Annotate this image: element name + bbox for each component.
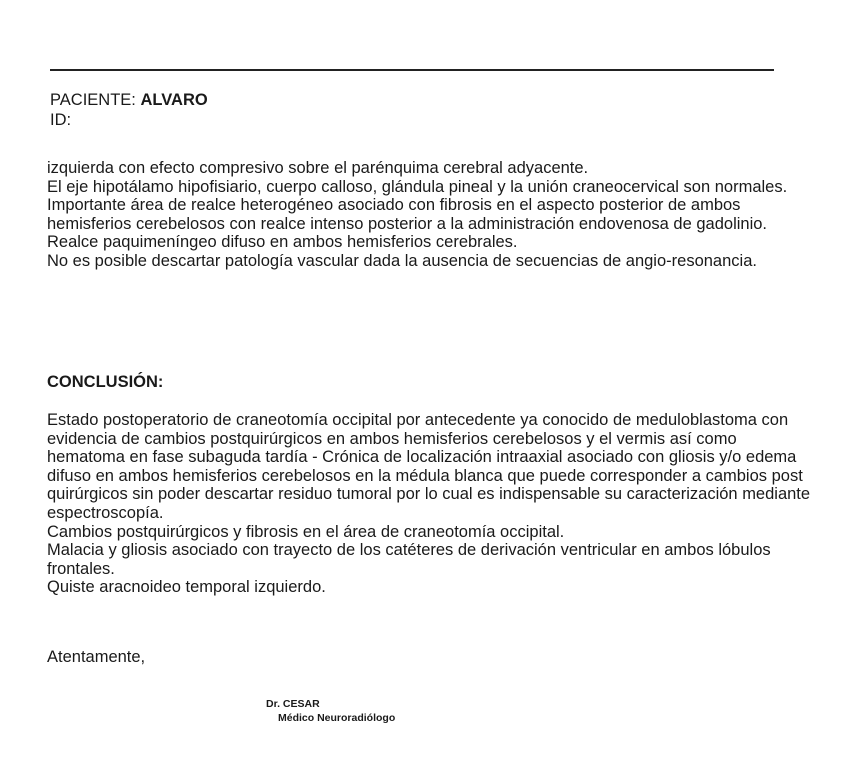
conclusion-paragraph: Estado postoperatorio de craneotomía occipital por antecedente ya conocido de meduloblastoma con evidencia de cambios postquirúrgicos en ambos hemisferios cerebelosos y el vermis así como hematoma en fase subaguda tardía - Crónica de localización intraaxial asociado con gliosis y/o edema difuso en ambos hemisferios cerebelosos en la médula blanca que puede corresponder a cambios post quirúrgicos sin poder descartar residuo tumoral por lo cual es indispensable su caracterización mediante espectroscopía.	[47, 411, 811, 522]
finding-paragraph: Realce paquimeníngeo difuso en ambos hemisferios cerebrales.	[47, 233, 518, 252]
conclusion-heading: CONCLUSIÓN:	[47, 373, 164, 391]
findings-section	[47, 159, 807, 271]
conclusion-paragraph: Quiste aracnoideo temporal izquierdo.	[47, 578, 326, 597]
patient-label: PACIENTE:	[50, 91, 136, 109]
signature-block	[266, 697, 395, 725]
conclusion-paragraph: Malacia y gliosis asociado con trayecto de los catéteres de derivación ventricular en ambos lóbulos frontales.	[47, 541, 771, 578]
header-divider	[50, 69, 774, 71]
finding-paragraph: El eje hipotálamo hipofisiario, cuerpo calloso, glándula pineal y la unión craneocervical son normales.	[47, 177, 788, 196]
id-line	[50, 110, 208, 130]
finding-paragraph: No es posible descartar patología vascular dada la ausencia de secuencias de angio-resonancia.	[47, 251, 757, 270]
closing-salutation: Atentamente,	[47, 648, 146, 666]
signature-title: Médico Neuroradiólogo	[278, 712, 396, 724]
finding-paragraph: izquierda con efecto compresivo sobre el parénquima cerebral adyacente.	[47, 159, 589, 177]
patient-header	[50, 90, 208, 130]
conclusion-paragraph: Cambios postquirúrgicos y fibrosis en el área de craneotomía occipital.	[47, 522, 565, 541]
finding-paragraph: Importante área de realce heterogéneo asociado con fibrosis en el aspecto posterior de ambos hemisferios cerebelosos con realce intenso posterior a la administración endovenosa de gadolinio.	[47, 196, 768, 233]
signature-name: Dr. CESAR	[266, 698, 320, 710]
patient-line	[50, 90, 208, 110]
patient-name: ALVARO	[140, 91, 208, 109]
id-label: ID:	[50, 111, 72, 129]
conclusion-section	[47, 411, 817, 597]
